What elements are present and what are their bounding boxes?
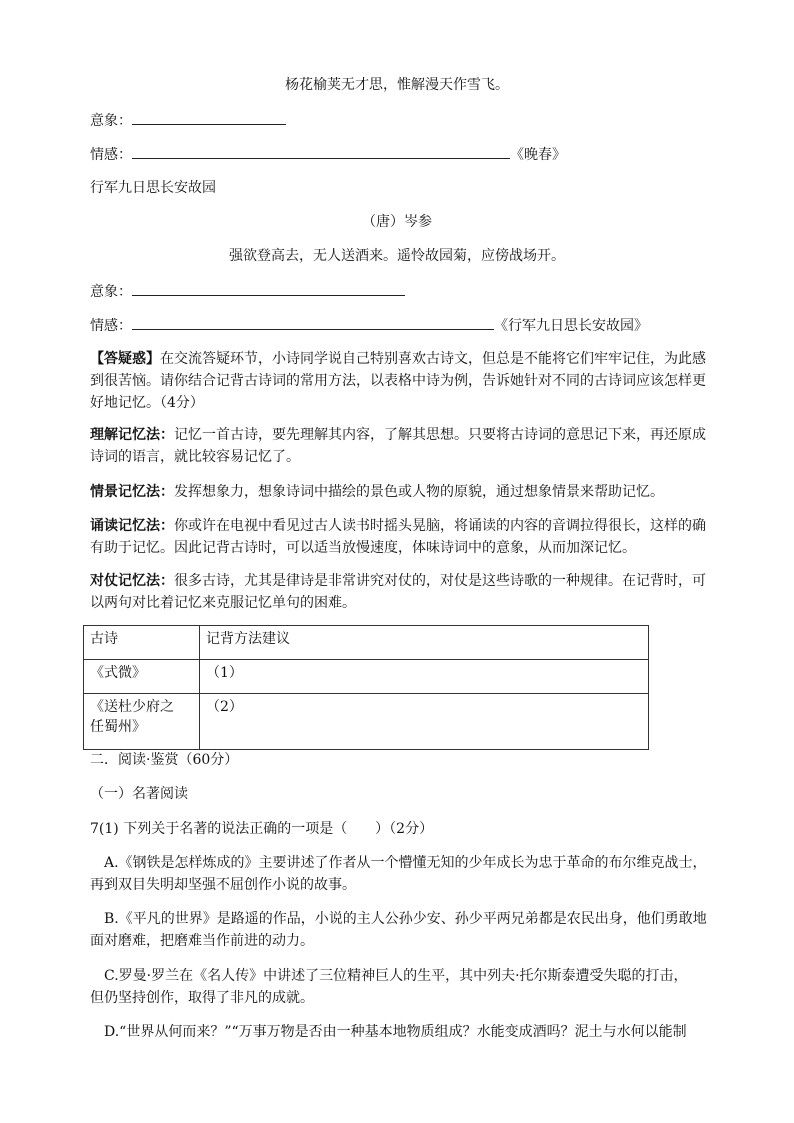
option-a-line-2: 再到双目失明却坚强不屈创作小说的故事。: [90, 877, 356, 893]
answer-cell-2[interactable]: （2）: [200, 694, 649, 750]
table-header-suggestion: 记背方法建议: [200, 626, 649, 660]
table-row: [84, 660, 649, 694]
option-b-line-2: 面对磨难，把磨难当作前进的动力。: [90, 933, 314, 949]
method-name: 诵读记忆法：: [90, 518, 174, 534]
option-c-line-2: 但仍坚持创作，取得了非凡的成就。: [90, 990, 314, 1006]
table-row: [84, 694, 649, 750]
imagery-blank[interactable]: [132, 280, 405, 296]
emotion-label: 情感：: [90, 318, 132, 334]
method-name: 理解记忆法：: [90, 427, 174, 443]
imagery-line-2: [90, 280, 405, 303]
method-name: 情景记忆法：: [90, 484, 174, 500]
imagery-label: 意象：: [90, 284, 132, 300]
question-7-stem: 7(1) 下列关于名著的说法正确的一项是（ ）（2分）: [90, 821, 434, 837]
table-header-poem: 古诗: [84, 626, 200, 660]
poem-source: 《晚春》: [510, 147, 566, 163]
emotion-blank[interactable]: [132, 314, 494, 330]
method-understand-line-1: 理解记忆法：记忆一首古诗，要先理解其内容，了解其思想。只要将古诗词的意思记下来，再还原成: [90, 427, 706, 443]
method-understand-line-2: 诗词的语言，就比较容易记忆了。: [90, 449, 300, 465]
method-name: 对仗记忆法：: [90, 573, 174, 589]
question-line-2: 到很苦恼。请你结合记背古诗词的常用方法，以表格中诗为例，告诉她针对不同的古诗词应该怎样更: [90, 373, 706, 389]
emotion-label: 情感：: [90, 147, 132, 163]
section-title: 二．阅读·鉴赏（60分）: [90, 752, 239, 768]
option-d-line-1: D.“世界从何而来？”“万事万物是否由一种基本地物质组成？水能变成酒吗？泥土与水何以能制: [104, 1024, 687, 1040]
emotion-line-1: [90, 143, 566, 166]
table-header-row: [84, 626, 649, 660]
question-line-1: 【答疑惑】在交流答疑环节，小诗同学说自己特别喜欢古诗文，但总是不能将它们牢牢记住，为此感: [90, 351, 706, 367]
method-parallel-line-1: 对仗记忆法：很多古诗，尤其是律诗是非常讲究对仗的，对仗是这些诗歌的一种规律。在记背时，可: [90, 573, 706, 589]
option-c-line-1: C.罗曼·罗兰在《名人传》中讲述了三位精神巨人的生平，其中列夫·托尔斯泰遭受失聪的打击，: [104, 968, 688, 984]
poem-last-line: 杨花榆荚无才思，惟解漫天作雪飞。: [285, 77, 509, 93]
emotion-blank[interactable]: [132, 143, 510, 159]
option-b-line-1: B.《平凡的世界》是路遥的作品，小说的主人公孙少安、孙少平两兄弟都是农民出身，他们勇敢地: [104, 911, 707, 927]
poem2-text: 强欲登高去，无人送酒来。遥怜故园菊，应傍战场开。: [229, 248, 565, 264]
imagery-label: 意象：: [90, 113, 132, 129]
question-line-3: 好地记忆。（4分）: [90, 395, 204, 411]
subsection-title: （一）名著阅读: [90, 786, 188, 802]
poem-source: 《行军九日思长安故园》: [494, 318, 648, 334]
method-recite-line-1: 诵读记忆法：你或许在电视中看见过古人读书时摇头晃脑，将诵读的内容的音调拉得很长，这样的确: [90, 518, 706, 534]
memory-method-table: [83, 625, 649, 750]
question-tag: 【答疑惑】: [90, 351, 160, 367]
imagery-line-1: [90, 109, 286, 132]
imagery-blank[interactable]: [132, 109, 286, 125]
method-scene-line-1: 情景记忆法：发挥想象力，想象诗词中描绘的景色或人物的原貌，通过想象情景来帮助记忆。: [90, 484, 664, 500]
poem2-author: （唐）岑参: [362, 214, 432, 230]
method-recite-line-2: 有助于记忆。因此记背古诗时，可以适当放慢速度，体味诗词中的意象，从而加深记忆。: [90, 540, 636, 556]
method-parallel-line-2: 以两句对比着记忆来克服记忆单句的困难。: [90, 595, 356, 611]
answer-cell-1[interactable]: （1）: [200, 660, 649, 694]
table-cell-poem: 《送杜少府之 任蜀州》: [84, 694, 200, 750]
emotion-line-2: [90, 314, 648, 337]
poem2-title: 行军九日思长安故园: [90, 180, 216, 196]
option-a-line-1: A.《钢铁是怎样炼成的》主要讲述了作者从一个懵懂无知的少年成长为忠于革命的布尔维克战士，: [104, 855, 707, 871]
table-cell-poem: 《式微》: [84, 660, 200, 694]
